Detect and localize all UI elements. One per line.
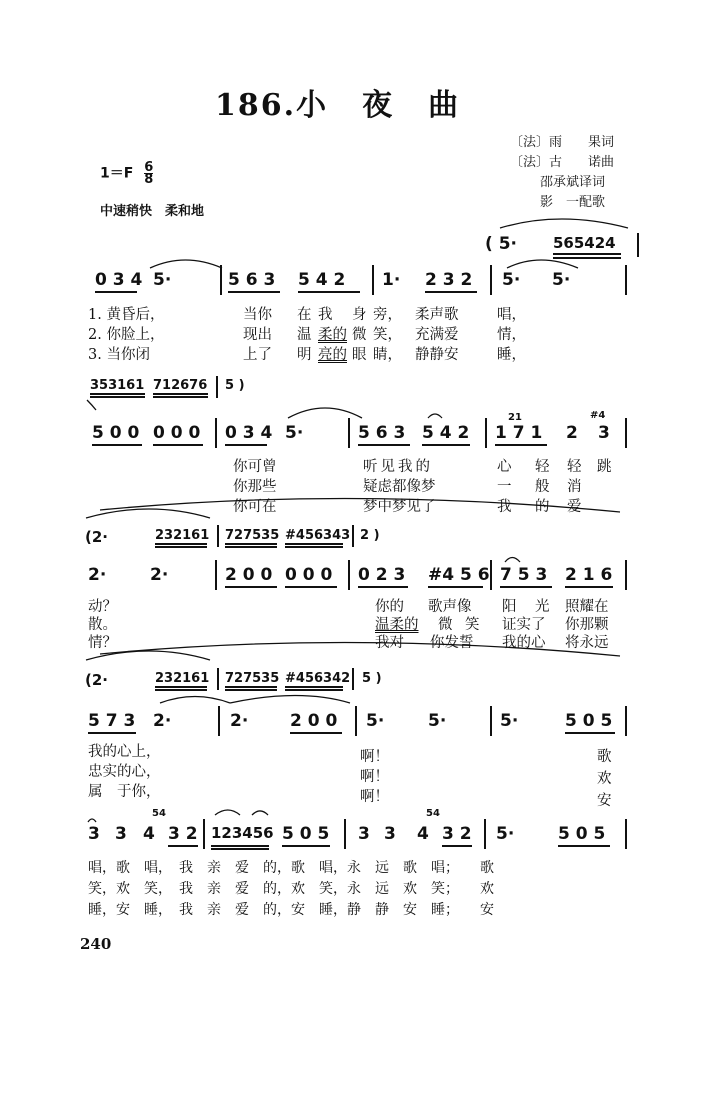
slur <box>507 260 578 268</box>
lyric: 你发誓 <box>430 635 474 651</box>
interlude-note: 727535 <box>225 528 280 543</box>
note-group: 5 6 3 <box>358 423 406 443</box>
credit-arranger: 影 一配歌 <box>540 195 606 210</box>
lyric: 唱， <box>497 307 526 323</box>
lyric: 旁， <box>373 307 402 323</box>
lyric: 微 <box>352 327 367 343</box>
slur <box>288 408 362 418</box>
lyric: 情， <box>497 327 526 343</box>
lyric: 微 <box>438 617 453 633</box>
note-group: 1· <box>382 270 401 290</box>
slur <box>87 400 96 410</box>
title-char: 夜 <box>362 88 395 123</box>
slur <box>160 697 230 704</box>
note-group: 5· <box>496 824 515 844</box>
lyric: 睛， <box>373 347 402 363</box>
lyric: 我的心 <box>502 635 546 651</box>
lyric: 疑虑都像梦 <box>363 479 436 495</box>
lyric: 一 <box>497 479 512 495</box>
interlude-note: (2· <box>85 528 108 546</box>
note-group: 2· <box>153 711 172 731</box>
slur <box>150 260 222 268</box>
intro-note: 712676 <box>153 378 208 393</box>
time-signature: $\frac{6}{8}$ <box>144 160 154 187</box>
lyric: 忠实的心， <box>88 764 161 780</box>
lyric: 般 <box>535 479 550 495</box>
slur <box>252 811 268 815</box>
lyric: 温柔的 <box>375 617 419 633</box>
lyric: 心 <box>497 459 512 475</box>
lyric: 身 <box>352 307 367 323</box>
slur <box>100 642 620 656</box>
note-group: 5 4 2 <box>298 270 346 290</box>
note: 3 <box>358 824 370 844</box>
slur <box>86 651 210 660</box>
lyric: 你那些 <box>233 479 277 495</box>
tempo-marking: 中速稍快 柔和地 <box>100 204 205 219</box>
slur <box>505 558 520 563</box>
lyric: 静静安 <box>415 347 459 363</box>
lyric-verse2: 笑，欢 笑， 我 亲 爱 的，欢 笑，永 远 欢 笑； 欢 <box>88 881 494 897</box>
lyric: 安 <box>597 793 612 809</box>
note-group: 2· <box>88 565 107 585</box>
slur <box>215 810 240 815</box>
interlude-note: 5 ) <box>362 671 382 686</box>
lyric: 明 <box>297 347 312 363</box>
lyric: 歌声像 <box>428 599 472 615</box>
lyric-verse1: 唱，歌 唱， 我 亲 爱 的，歌 唱，永 远 歌 唱； 歌 <box>88 860 494 876</box>
note-group: 1 7 1 <box>495 423 543 443</box>
lyric-verse3: 睡，安 睡， 我 亲 爱 的，安 睡，静 静 安 睡； 安 <box>88 902 494 918</box>
intro-note: 5 ) <box>225 378 245 393</box>
lyric: 爱 <box>567 499 582 515</box>
interlude-note: 232161 <box>155 528 210 543</box>
key-signature: $1=F \frac{6}{8}$ <box>100 160 154 187</box>
lyric: 轻 <box>535 459 550 475</box>
interlude-note: #456342 <box>285 671 351 686</box>
intro-note: 353161 <box>90 378 145 393</box>
lyric: 的 <box>535 499 550 515</box>
lyric: 啊！ <box>360 769 389 785</box>
note-group: 5· <box>500 711 519 731</box>
lyric-verse2: 2. 你脸上， <box>88 327 165 343</box>
lyric: 阳 <box>502 599 517 615</box>
lyric: 听见我的 <box>363 459 433 475</box>
lyric-verse1: 1. 黄昏后， <box>88 307 165 323</box>
lyric: 跳 <box>597 459 612 475</box>
note-group: 5 7 3 <box>88 711 136 731</box>
note-group: 0 0 0 <box>285 565 333 585</box>
note-group: 2· <box>150 565 169 585</box>
slur <box>100 498 620 512</box>
lyric: 我 <box>318 307 333 323</box>
lyric: 你可曾 <box>233 459 277 475</box>
note-group: 3 <box>598 423 610 443</box>
note-group: 123456 <box>211 824 274 842</box>
note-group: 5· <box>502 270 521 290</box>
note-group: 5 6 3 <box>228 270 276 290</box>
lyric: 柔声歌 <box>415 307 459 323</box>
note-group: 5 0 0 <box>92 423 140 443</box>
lyric: 我 <box>497 499 512 515</box>
lyric: 歌 <box>597 749 612 765</box>
note-group: 2 1 6 <box>565 565 613 585</box>
lyric: 柔的 <box>318 327 347 343</box>
note-group: 7 5 3 <box>500 565 548 585</box>
lyric: 上了 <box>243 347 272 363</box>
lyric: 情？ <box>88 635 117 651</box>
note: 4 <box>143 824 155 844</box>
song-number: 186. <box>215 88 297 123</box>
note-group: 5 0 5 <box>565 711 613 731</box>
note-group: 0 0 0 <box>153 423 201 443</box>
note-group: 0 2 3 <box>358 565 406 585</box>
lyric: 在 <box>297 307 312 323</box>
lyric: 当你 <box>243 307 272 323</box>
lyric: 亮的 <box>318 347 347 363</box>
note: 3 <box>115 824 127 844</box>
note: 3 <box>88 824 100 844</box>
intro-note: 565424 <box>553 234 616 252</box>
credit-composer: 〔法〕古 诺曲 <box>510 155 615 170</box>
lyric: 现出 <box>243 327 272 343</box>
note: 3 2 <box>168 824 198 844</box>
title-char: 小 <box>296 88 329 123</box>
lyric: 证实了 <box>502 617 546 633</box>
note: 3 <box>384 824 396 844</box>
slur <box>88 819 96 822</box>
page-number: 240 <box>80 935 112 953</box>
interlude-note: 727535 <box>225 671 280 686</box>
lyric: 你可在 <box>233 499 277 515</box>
note-group: 5 0 5 <box>558 824 606 844</box>
lyric: 笑， <box>373 327 402 343</box>
interlude-note: 2 ) <box>360 528 380 543</box>
note-group: 5· <box>552 270 571 290</box>
lyric: 睡， <box>497 347 526 363</box>
lyric: 将永远 <box>565 635 609 651</box>
note-group: 5 0 5 <box>282 824 330 844</box>
grace-note: 54 <box>426 808 440 819</box>
lyric: 我对 <box>375 635 404 651</box>
intro-note: ( 5· <box>485 234 517 254</box>
note-group: 0 3 4 <box>95 270 143 290</box>
note-group: #4 5 6 <box>428 565 490 585</box>
lyric: 属 于你， <box>88 784 161 800</box>
lyric: 轻 <box>567 459 582 475</box>
lyric: 你的 <box>375 599 404 615</box>
lyric: 动？ <box>88 599 117 615</box>
note-group: 2 <box>566 423 578 443</box>
lyric: 欢 <box>597 771 612 787</box>
note-group: 5· <box>285 423 304 443</box>
lyric: 你那颗 <box>565 617 609 633</box>
interlude-note: (2· <box>85 671 108 689</box>
note-group: 2 0 0 <box>290 711 338 731</box>
grace-note: 21 <box>508 412 522 423</box>
lyric: 温 <box>297 327 312 343</box>
lyric: 梦中梦见了 <box>363 499 436 515</box>
note-group: 5 4 2 <box>422 423 470 443</box>
lyric: 散。 <box>88 617 117 633</box>
lyric: 照耀在 <box>565 599 609 615</box>
note-group: 2· <box>230 711 249 731</box>
credit-lyricist: 〔法〕雨 果词 <box>510 135 615 150</box>
lyric: 啊！ <box>360 749 389 765</box>
credit-translator: 邵承斌译词 <box>540 175 606 190</box>
lyric: 充满爱 <box>415 327 459 343</box>
lyric: 光 <box>535 599 550 615</box>
slur <box>86 509 210 518</box>
note-group: 5· <box>366 711 385 731</box>
slur <box>500 219 628 228</box>
interlude-note: 232161 <box>155 671 210 686</box>
slur <box>230 696 350 704</box>
note-group: 2 3 2 <box>425 270 473 290</box>
note-group: 2 0 0 <box>225 565 273 585</box>
note-group: 0 3 4 <box>225 423 273 443</box>
interlude-note: #456343 <box>285 528 351 543</box>
note: 4 <box>417 824 429 844</box>
lyric: 啊！ <box>360 789 389 805</box>
note-group: 5· <box>428 711 447 731</box>
grace-note: 54 <box>152 808 166 819</box>
slur <box>428 414 442 418</box>
lyric-verse3: 3. 当你闭 <box>88 347 150 363</box>
note-group: 5· <box>153 270 172 290</box>
grace-note: #4 <box>590 410 606 421</box>
lyric: 笑 <box>465 617 480 633</box>
title-char: 曲 <box>428 88 461 123</box>
lyric: 消 <box>567 479 582 495</box>
lyric: 眼 <box>352 347 367 363</box>
lyric: 我的心上， <box>88 744 161 760</box>
note: 3 2 <box>442 824 472 844</box>
